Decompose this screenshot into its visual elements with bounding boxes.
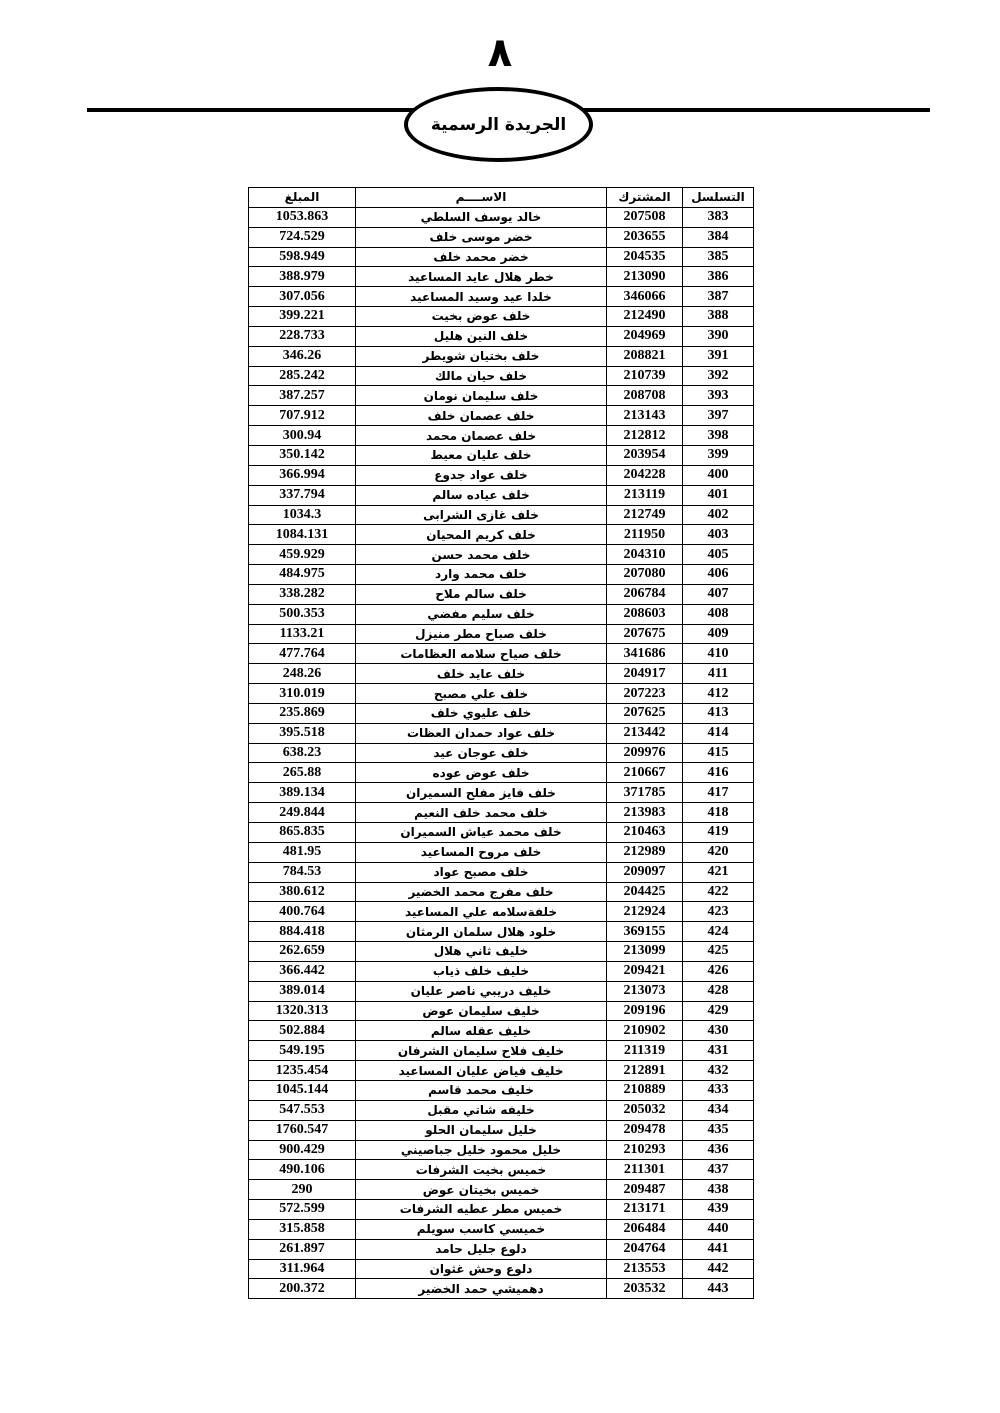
- table-row: [249, 1180, 754, 1200]
- cell-serial: 431: [683, 1041, 754, 1061]
- cell-serial: 435: [683, 1120, 754, 1140]
- cell-subscriber: 208708: [607, 386, 683, 406]
- cell-serial: 410: [683, 644, 754, 664]
- table-row: [249, 445, 754, 465]
- cell-subscriber: 207675: [607, 624, 683, 644]
- cell-amount: 1760.547: [249, 1120, 356, 1140]
- cell-name: خلف عوض بخيت: [356, 307, 607, 327]
- cell-serial: 442: [683, 1259, 754, 1279]
- cell-subscriber: 207625: [607, 703, 683, 723]
- cell-subscriber: 208603: [607, 604, 683, 624]
- cell-name: خلف محمد خلف النعيم: [356, 803, 607, 823]
- table-row: [249, 1100, 754, 1120]
- cell-amount: 459.929: [249, 545, 356, 565]
- cell-subscriber: 211301: [607, 1160, 683, 1180]
- cell-amount: 228.733: [249, 326, 356, 346]
- cell-name: خليف ثاني هلال: [356, 942, 607, 962]
- cell-serial: 438: [683, 1180, 754, 1200]
- table-row: [249, 1001, 754, 1021]
- cell-amount: 389.014: [249, 981, 356, 1001]
- cell-serial: 386: [683, 267, 754, 287]
- cell-name: خلف عصمان محمد: [356, 426, 607, 446]
- table-row: [249, 743, 754, 763]
- cell-name: خلف النين هليل: [356, 326, 607, 346]
- cell-serial: 424: [683, 922, 754, 942]
- cell-subscriber: 346066: [607, 287, 683, 307]
- table-row: [249, 644, 754, 664]
- table-row: [249, 406, 754, 426]
- cell-name: خلف محمد وارد: [356, 565, 607, 585]
- cell-subscriber: 213143: [607, 406, 683, 426]
- cell-serial: 433: [683, 1080, 754, 1100]
- cell-serial: 436: [683, 1140, 754, 1160]
- table-row: [249, 287, 754, 307]
- cell-serial: 397: [683, 406, 754, 426]
- cell-name: خليف محمد قاسم: [356, 1080, 607, 1100]
- cell-name: خطر هلال عايد المساعيد: [356, 267, 607, 287]
- cell-amount: 400.764: [249, 902, 356, 922]
- table-header-row: [249, 188, 754, 208]
- cell-name: خلف سليم مفضي: [356, 604, 607, 624]
- page-number: ٨: [487, 30, 513, 76]
- cell-subscriber: 203954: [607, 445, 683, 465]
- cell-serial: 432: [683, 1061, 754, 1081]
- cell-name: خلف غازى الشرابى: [356, 505, 607, 525]
- cell-subscriber: 341686: [607, 644, 683, 664]
- cell-subscriber: 203655: [607, 227, 683, 247]
- cell-amount: 784.53: [249, 862, 356, 882]
- cell-subscriber: 204969: [607, 326, 683, 346]
- cell-subscriber: 207080: [607, 565, 683, 585]
- header-title: الجريدة الرسمية: [430, 114, 567, 135]
- table-row: [249, 1200, 754, 1220]
- table-row: [249, 624, 754, 644]
- cell-serial: 419: [683, 823, 754, 843]
- cell-serial: 430: [683, 1021, 754, 1041]
- table-row: [249, 703, 754, 723]
- cell-amount: 307.056: [249, 287, 356, 307]
- table-row: [249, 565, 754, 585]
- cell-amount: 1133.21: [249, 624, 356, 644]
- cell-name: خلف عصمان خلف: [356, 406, 607, 426]
- cell-amount: 380.612: [249, 882, 356, 902]
- cell-serial: 418: [683, 803, 754, 823]
- cell-subscriber: 204917: [607, 664, 683, 684]
- cell-serial: 415: [683, 743, 754, 763]
- cell-name: خلف مصبح عواد: [356, 862, 607, 882]
- col-header-amount: المبلغ: [249, 188, 356, 208]
- cell-name: خلف عوجان عيد: [356, 743, 607, 763]
- cell-name: خلف حيان مالك: [356, 366, 607, 386]
- cell-amount: 338.282: [249, 584, 356, 604]
- cell-subscriber: 210739: [607, 366, 683, 386]
- cell-name: خلف علي مصبح: [356, 684, 607, 704]
- cell-amount: 477.764: [249, 644, 356, 664]
- cell-amount: 1235.454: [249, 1061, 356, 1081]
- table-row: [249, 842, 754, 862]
- cell-subscriber: 213090: [607, 267, 683, 287]
- table-row: [249, 525, 754, 545]
- cell-amount: 261.897: [249, 1239, 356, 1259]
- cell-name: خلف كريم المحيان: [356, 525, 607, 545]
- cell-name: خضر موسى خلف: [356, 227, 607, 247]
- table-row: [249, 426, 754, 446]
- table-row: [249, 942, 754, 962]
- cell-name: خليف عقله سالم: [356, 1021, 607, 1041]
- cell-serial: 413: [683, 703, 754, 723]
- cell-amount: 1320.313: [249, 1001, 356, 1021]
- cell-serial: 387: [683, 287, 754, 307]
- cell-name: خلف عليوي خلف: [356, 703, 607, 723]
- cell-name: خالد يوسف السلطي: [356, 207, 607, 227]
- cell-amount: 1084.131: [249, 525, 356, 545]
- cell-subscriber: 211950: [607, 525, 683, 545]
- cell-subscriber: 207223: [607, 684, 683, 704]
- cell-amount: 249.844: [249, 803, 356, 823]
- cell-subscriber: 204764: [607, 1239, 683, 1259]
- cell-amount: 235.869: [249, 703, 356, 723]
- cell-amount: 481.95: [249, 842, 356, 862]
- cell-serial: 402: [683, 505, 754, 525]
- cell-name: خضر محمد خلف: [356, 247, 607, 267]
- cell-serial: 403: [683, 525, 754, 545]
- col-header-name: الاســــم: [356, 188, 607, 208]
- table-row: [249, 1140, 754, 1160]
- cell-name: خلف محمد عياش السميران: [356, 823, 607, 843]
- cell-subscriber: 207508: [607, 207, 683, 227]
- table-row: [249, 1259, 754, 1279]
- cell-serial: 385: [683, 247, 754, 267]
- cell-serial: 412: [683, 684, 754, 704]
- col-header-serial: التسلسل: [683, 188, 754, 208]
- table-row: [249, 485, 754, 505]
- cell-serial: 440: [683, 1219, 754, 1239]
- cell-subscriber: 208821: [607, 346, 683, 366]
- cell-amount: 200.372: [249, 1279, 356, 1299]
- cell-name: خليف سليمان عوض: [356, 1001, 607, 1021]
- cell-amount: 547.553: [249, 1100, 356, 1120]
- cell-name: خلود هلال سلمان الرمثان: [356, 922, 607, 942]
- cell-serial: 401: [683, 485, 754, 505]
- cell-serial: 392: [683, 366, 754, 386]
- cell-subscriber: 206784: [607, 584, 683, 604]
- cell-amount: 387.257: [249, 386, 356, 406]
- table-row: [249, 267, 754, 287]
- table-row: [249, 1160, 754, 1180]
- cell-subscriber: 205032: [607, 1100, 683, 1120]
- cell-amount: 1045.144: [249, 1080, 356, 1100]
- table-row: [249, 823, 754, 843]
- table-row: [249, 961, 754, 981]
- cell-serial: 400: [683, 465, 754, 485]
- cell-amount: 285.242: [249, 366, 356, 386]
- cell-subscriber: 213099: [607, 942, 683, 962]
- cell-name: خلف مروح المساعيد: [356, 842, 607, 862]
- cell-amount: 262.659: [249, 942, 356, 962]
- cell-serial: 423: [683, 902, 754, 922]
- cell-subscriber: 209421: [607, 961, 683, 981]
- cell-serial: 416: [683, 763, 754, 783]
- cell-name: خلف سالم ملاح: [356, 584, 607, 604]
- cell-name: خلف عواد جدوع: [356, 465, 607, 485]
- cell-serial: 384: [683, 227, 754, 247]
- cell-subscriber: 213442: [607, 723, 683, 743]
- table-row: [249, 803, 754, 823]
- cell-subscriber: 209976: [607, 743, 683, 763]
- cell-name: خلدا عيد وسيد المساعيد: [356, 287, 607, 307]
- cell-subscriber: 210293: [607, 1140, 683, 1160]
- cell-serial: 437: [683, 1160, 754, 1180]
- cell-amount: 549.195: [249, 1041, 356, 1061]
- cell-name: خميسي كاسب سويلم: [356, 1219, 607, 1239]
- cell-name: خليفه شاتي مقبل: [356, 1100, 607, 1120]
- table-row: [249, 1041, 754, 1061]
- cell-subscriber: 213073: [607, 981, 683, 1001]
- cell-name: خلفةسلامه علي المساعيد: [356, 902, 607, 922]
- cell-amount: 337.794: [249, 485, 356, 505]
- table-row: [249, 386, 754, 406]
- table-row: [249, 247, 754, 267]
- cell-subscriber: 211319: [607, 1041, 683, 1061]
- table-row: [249, 922, 754, 942]
- cell-name: خلف عوض عوده: [356, 763, 607, 783]
- table-row: [249, 862, 754, 882]
- cell-amount: 310.019: [249, 684, 356, 704]
- cell-subscriber: 209097: [607, 862, 683, 882]
- cell-amount: 315.858: [249, 1219, 356, 1239]
- cell-amount: 707.912: [249, 406, 356, 426]
- cell-subscriber: 212749: [607, 505, 683, 525]
- cell-amount: 290: [249, 1180, 356, 1200]
- cell-name: خلف سليمان نومان: [356, 386, 607, 406]
- cell-amount: 265.88: [249, 763, 356, 783]
- cell-subscriber: 204310: [607, 545, 683, 565]
- cell-name: دلوع وحش غثوان: [356, 1259, 607, 1279]
- cell-serial: 398: [683, 426, 754, 446]
- cell-name: خميس بخيت الشرفات: [356, 1160, 607, 1180]
- cell-serial: 399: [683, 445, 754, 465]
- cell-name: خليف دريبي ناصر عليان: [356, 981, 607, 1001]
- cell-subscriber: 204425: [607, 882, 683, 902]
- table-row: [249, 545, 754, 565]
- cell-name: خميس بخيتان عوض: [356, 1180, 607, 1200]
- cell-name: خليف خلف ذياب: [356, 961, 607, 981]
- cell-amount: 638.23: [249, 743, 356, 763]
- cell-serial: 420: [683, 842, 754, 862]
- cell-serial: 393: [683, 386, 754, 406]
- table-row: [249, 307, 754, 327]
- cell-amount: 900.429: [249, 1140, 356, 1160]
- cell-name: خلف بختيان شويطر: [356, 346, 607, 366]
- cell-serial: 425: [683, 942, 754, 962]
- cell-subscriber: 212812: [607, 426, 683, 446]
- cell-name: خلف مفرج محمد الخضير: [356, 882, 607, 902]
- cell-subscriber: 371785: [607, 783, 683, 803]
- cell-amount: 598.949: [249, 247, 356, 267]
- cell-amount: 724.529: [249, 227, 356, 247]
- cell-serial: 383: [683, 207, 754, 227]
- cell-serial: 391: [683, 346, 754, 366]
- cell-serial: 414: [683, 723, 754, 743]
- cell-name: خلف عياده سالم: [356, 485, 607, 505]
- table-row: [249, 1239, 754, 1259]
- cell-serial: 417: [683, 783, 754, 803]
- table-row: [249, 723, 754, 743]
- cell-name: دلوع جليل حامد: [356, 1239, 607, 1259]
- cell-serial: 406: [683, 565, 754, 585]
- cell-serial: 390: [683, 326, 754, 346]
- table-row: [249, 1021, 754, 1041]
- cell-subscriber: 209478: [607, 1120, 683, 1140]
- cell-name: خلف عايد خلف: [356, 664, 607, 684]
- cell-name: خلف فايز مفلح السميران: [356, 783, 607, 803]
- cell-serial: 434: [683, 1100, 754, 1120]
- cell-amount: 389.134: [249, 783, 356, 803]
- table-row: [249, 1061, 754, 1081]
- cell-name: خلف صباح مطر منيزل: [356, 624, 607, 644]
- table-row: [249, 902, 754, 922]
- cell-subscriber: 203532: [607, 1279, 683, 1299]
- cell-serial: 409: [683, 624, 754, 644]
- cell-amount: 1034.3: [249, 505, 356, 525]
- cell-amount: 366.442: [249, 961, 356, 981]
- table-row: [249, 505, 754, 525]
- table-row: [249, 1279, 754, 1299]
- cell-amount: 300.94: [249, 426, 356, 446]
- cell-subscriber: 212989: [607, 842, 683, 862]
- table-row: [249, 1219, 754, 1239]
- cell-amount: 572.599: [249, 1200, 356, 1220]
- cell-subscriber: 210902: [607, 1021, 683, 1041]
- cell-name: خلف صياح سلامه العظامات: [356, 644, 607, 664]
- cell-amount: 484.975: [249, 565, 356, 585]
- cell-serial: 441: [683, 1239, 754, 1259]
- cell-subscriber: 212490: [607, 307, 683, 327]
- cell-subscriber: 206484: [607, 1219, 683, 1239]
- cell-amount: 399.221: [249, 307, 356, 327]
- cell-amount: 350.142: [249, 445, 356, 465]
- cell-serial: 421: [683, 862, 754, 882]
- table-row: [249, 783, 754, 803]
- cell-subscriber: 212924: [607, 902, 683, 922]
- table-row: [249, 1120, 754, 1140]
- cell-subscriber: 210463: [607, 823, 683, 843]
- cell-name: خليف فياض عليان المساعيد: [356, 1061, 607, 1081]
- cell-amount: 884.418: [249, 922, 356, 942]
- table-row: [249, 366, 754, 386]
- cell-subscriber: 209487: [607, 1180, 683, 1200]
- table-row: [249, 684, 754, 704]
- cell-serial: 408: [683, 604, 754, 624]
- cell-amount: 1053.863: [249, 207, 356, 227]
- cell-name: خلف عليان معيط: [356, 445, 607, 465]
- cell-amount: 311.964: [249, 1259, 356, 1279]
- cell-name: دهميشي حمد الخضير: [356, 1279, 607, 1299]
- table-row: [249, 981, 754, 1001]
- cell-subscriber: 210667: [607, 763, 683, 783]
- cell-subscriber: 204228: [607, 465, 683, 485]
- cell-subscriber: 204535: [607, 247, 683, 267]
- subscriber-table: [248, 187, 754, 1299]
- cell-amount: 500.353: [249, 604, 356, 624]
- table-row: [249, 1080, 754, 1100]
- table-row: [249, 763, 754, 783]
- table-row: [249, 604, 754, 624]
- table-row: [249, 465, 754, 485]
- cell-serial: 426: [683, 961, 754, 981]
- cell-serial: 407: [683, 584, 754, 604]
- cell-amount: 395.518: [249, 723, 356, 743]
- header-oval: [404, 87, 593, 162]
- cell-subscriber: 213553: [607, 1259, 683, 1279]
- table-row: [249, 346, 754, 366]
- cell-name: خليف فلاح سليمان الشرفان: [356, 1041, 607, 1061]
- cell-serial: 443: [683, 1279, 754, 1299]
- cell-serial: 428: [683, 981, 754, 1001]
- cell-amount: 248.26: [249, 664, 356, 684]
- cell-serial: 388: [683, 307, 754, 327]
- cell-amount: 502.884: [249, 1021, 356, 1041]
- table-row: [249, 207, 754, 227]
- cell-subscriber: 212891: [607, 1061, 683, 1081]
- cell-amount: 490.106: [249, 1160, 356, 1180]
- table-row: [249, 882, 754, 902]
- cell-subscriber: 213119: [607, 485, 683, 505]
- cell-serial: 422: [683, 882, 754, 902]
- cell-serial: 411: [683, 664, 754, 684]
- cell-subscriber: 210889: [607, 1080, 683, 1100]
- cell-amount: 346.26: [249, 346, 356, 366]
- table-row: [249, 664, 754, 684]
- cell-serial: 439: [683, 1200, 754, 1220]
- cell-serial: 405: [683, 545, 754, 565]
- cell-subscriber: 213983: [607, 803, 683, 823]
- cell-amount: 865.835: [249, 823, 356, 843]
- cell-name: خلف محمد حسن: [356, 545, 607, 565]
- cell-name: خليل سليمان الحلو: [356, 1120, 607, 1140]
- table-row: [249, 326, 754, 346]
- cell-name: خلف عواد حمدان العظات: [356, 723, 607, 743]
- cell-subscriber: 213171: [607, 1200, 683, 1220]
- cell-subscriber: 209196: [607, 1001, 683, 1021]
- cell-name: خميس مطر عطيه الشرفات: [356, 1200, 607, 1220]
- col-header-subscriber: المشترك: [607, 188, 683, 208]
- table-row: [249, 227, 754, 247]
- cell-name: خليل محمود خليل جباصيني: [356, 1140, 607, 1160]
- table-row: [249, 584, 754, 604]
- cell-subscriber: 369155: [607, 922, 683, 942]
- cell-amount: 388.979: [249, 267, 356, 287]
- cell-serial: 429: [683, 1001, 754, 1021]
- cell-amount: 366.994: [249, 465, 356, 485]
